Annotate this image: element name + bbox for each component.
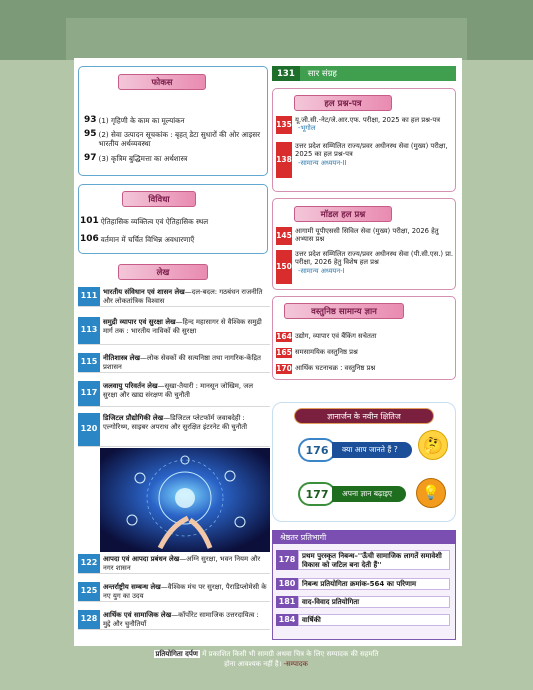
item-text: प्रथम पुरस्कृत निबन्ध–''ऊँची सामाजिक लागतें समावेशी विकास को जटिल बना देती हैं'' — [298, 550, 450, 570]
item-text: समसामयिक वस्तुनिष्ठ प्रश्न — [295, 348, 358, 356]
magazine-name: प्रतियोगिता दर्पण — [155, 650, 198, 658]
page-number: 115 — [78, 353, 100, 372]
page-number: 111 — [78, 287, 100, 306]
item-text: वाद-विवाद प्रतियोगिता — [298, 596, 450, 608]
page-number: 95 — [84, 129, 97, 139]
item-text: आगामी यूपीएससी सिविल सेवा (मुख्य) परीक्षा, 2026 हेतु अभ्यास प्रश्न — [295, 227, 439, 244]
page-number: 135 — [276, 116, 292, 134]
item-text: (2) सेवा उत्पादन सूचकांक : बृहत् डेटा सुधारों की ओर आइसर भारतीय अर्थव्यवस्था — [98, 130, 261, 148]
objective-item[interactable] — [276, 348, 456, 358]
lekh-item[interactable] — [78, 287, 270, 307]
page-number: 138 — [276, 142, 292, 178]
page-number: 181 — [276, 596, 298, 608]
lekh-item[interactable] — [78, 317, 270, 345]
item-text: नीतिशास्त्र लेख—लोक सेवकों की सत्यनिष्ठा तथा नागरिक-केंद्रित प्रशासन — [103, 354, 261, 371]
page-number: 150 — [276, 250, 292, 284]
page-number: 101 — [80, 216, 99, 226]
focus-item[interactable] — [84, 130, 264, 148]
lekh-item[interactable] — [78, 413, 270, 447]
section-title: सार संग्रह — [307, 69, 337, 79]
gyan-item[interactable] — [298, 484, 406, 504]
page-number: 177 — [298, 482, 336, 506]
item-text: यू.जी.सी.-नेट/जे.आर.एफ. परीक्षा, 2025 का हल प्रश्न-पत्र -भूगोल — [295, 116, 441, 133]
hal-title: हल प्रश्न-पत्र — [294, 95, 392, 111]
hal-item[interactable] — [276, 116, 456, 134]
item-text: अन्तर्राष्ट्रीय सम्बन्ध लेख—वैश्विक मंच पर सुरक्षा, पैराडिप्लोमेसी के नए युग का उदय — [103, 583, 267, 600]
page-number: 113 — [78, 317, 100, 344]
item-text: उद्योग, व्यापार एवं बैंकिंग सचेतता — [295, 332, 377, 340]
item-text: आपदा एवं आपदा प्रबंधन लेख—अग्नि सुरक्षा, भवन नियम और नगर शासन — [103, 555, 261, 572]
page-number: 120 — [78, 413, 100, 446]
gyan-title: ज्ञानार्जन के नवीन क्षितिज — [294, 408, 434, 424]
page-number: 180 — [276, 578, 298, 590]
item-text: ऐतिहासिक व्यक्तित्व एवं ऐतिहासिक स्थल — [100, 217, 209, 226]
page-number: 97 — [84, 153, 97, 163]
best-title: श्रेष्ठतर प्रतिभागी — [272, 530, 456, 544]
vividha-item[interactable] — [80, 217, 266, 226]
page-number: 176 — [298, 438, 336, 462]
item-text: समुद्री व्यापार एवं सुरक्षा लेख—हिन्द महासागर से वैश्विक समुद्री मार्ग तक : भारतीय नाविकों की सुरक्षा — [103, 318, 262, 335]
page-number: 122 — [78, 554, 100, 573]
best-item[interactable] — [276, 578, 450, 590]
sar-sangrah-heading[interactable] — [272, 66, 456, 81]
note-signature: -सम्पादक — [283, 660, 308, 668]
page-number: 106 — [80, 234, 99, 244]
lekh-item[interactable] — [78, 610, 270, 630]
page-number: 128 — [78, 610, 100, 629]
page-number: 145 — [276, 227, 292, 245]
vividha-title: विविधा — [122, 191, 196, 207]
editorial-note — [150, 649, 382, 669]
objective-item[interactable] — [276, 364, 456, 374]
item-text: अपना ज्ञान बढ़ाइए — [332, 486, 406, 502]
lekh-item[interactable] — [78, 353, 270, 373]
page-number: 93 — [84, 115, 97, 125]
digital-technology-illustration — [100, 448, 270, 552]
page-number: 178 — [276, 550, 298, 570]
item-text: जलवायु परिवर्तन लेख—सूखा-तैयारी : मानसून जोखिम, जल सुरक्षा और खाद्य संरक्षण की चुनौती — [103, 382, 254, 399]
lekh-item[interactable] — [78, 381, 270, 407]
lekh-item[interactable] — [78, 554, 270, 574]
item-text: भारतीय संविधान एवं शासन लेख—दल-बदल: गठबंधन राजनीति और लोकतांत्रिक विश्वास — [103, 288, 263, 305]
model-item[interactable] — [276, 250, 456, 284]
contents-sheet — [74, 58, 462, 646]
best-item[interactable] — [276, 550, 450, 570]
item-text: आर्थिक एवं सामाजिक लेख—कॉर्पोरेट सामाजिक उत्तरदायित्व : मुद्दे और चुनौतियाँ — [103, 611, 259, 628]
lekh-item[interactable] — [78, 582, 270, 602]
page-number: 125 — [78, 582, 100, 601]
gyan-item[interactable] — [298, 440, 412, 460]
item-text: आर्थिक घटनाचक्र : वस्तुनिष्ठ प्रश्न — [295, 364, 376, 372]
item-text: (1) गृहिणी के काम का मूल्यांकन — [98, 116, 185, 125]
page-number: 164 — [276, 331, 292, 341]
best-item[interactable] — [276, 596, 450, 608]
top-band — [0, 0, 533, 60]
item-text: उत्तर प्रदेश सम्मिलित राज्य/प्रवर अधीनस्थ सेवा (मुख्य) परीक्षा, 2025 का हल प्रश्न-पत्र -सामान्य अध्ययन-II — [295, 142, 448, 167]
page-number: 170 — [276, 363, 292, 373]
model-title: मॉडल हल प्रश्न — [294, 206, 392, 222]
page-number: 165 — [276, 347, 292, 357]
item-text: निबन्ध प्रतियोगिता क्रमांक-564 का परिणाम — [298, 578, 450, 590]
objective-title: वस्तुनिष्ठ सामान्य ज्ञान — [284, 303, 404, 319]
item-text: वर्तमान में चर्चित विभिन्न अवधारणाएँ — [100, 235, 195, 244]
thinking-face-icon: 🤔 — [418, 430, 448, 460]
item-text: (3) कृत्रिम बुद्धिमत्ता का अर्थशास्त्र — [98, 154, 188, 163]
objective-item[interactable] — [276, 332, 456, 342]
item-text: डिजिटल प्रौद्योगिकी लेख—डिजिटल प्लेटफॉर्म जवाबदेही : एल्गोरिथ्म, साइबर अपराध और सुरक्षित इंटरनेट की चुनौती — [103, 414, 248, 431]
item-text: क्या आप जानते हैं ? — [332, 442, 412, 458]
page-number: 117 — [78, 381, 100, 406]
lightbulb-head-icon: 💡 — [416, 478, 446, 508]
hal-item[interactable] — [276, 142, 456, 178]
item-text: उत्तर प्रदेश सम्मिलित राज्य/प्रवर अधीनस्थ सेवा (पी.सी.एस.) प्रा. परीक्षा, 2026 हेतु विशेष हल प्रश्न -सामान्य अध्ययन-I — [295, 250, 453, 275]
page-number: 131 — [272, 66, 300, 81]
focus-item[interactable] — [84, 116, 264, 125]
page-number: 184 — [276, 614, 298, 626]
vividha-item[interactable] — [80, 235, 266, 244]
focus-item[interactable] — [84, 154, 264, 163]
item-text: वार्षिकी — [298, 614, 450, 626]
note-text: में प्रकाशित किसी भी सामग्री अथवा चित्र के लिए सम्पादक की सहमति होना आवश्यक नहीं है। — [202, 650, 379, 668]
model-item[interactable] — [276, 227, 456, 245]
lekh-title: लेख — [118, 264, 208, 280]
best-item[interactable] — [276, 614, 450, 626]
focus-title: फोकस — [118, 74, 206, 90]
